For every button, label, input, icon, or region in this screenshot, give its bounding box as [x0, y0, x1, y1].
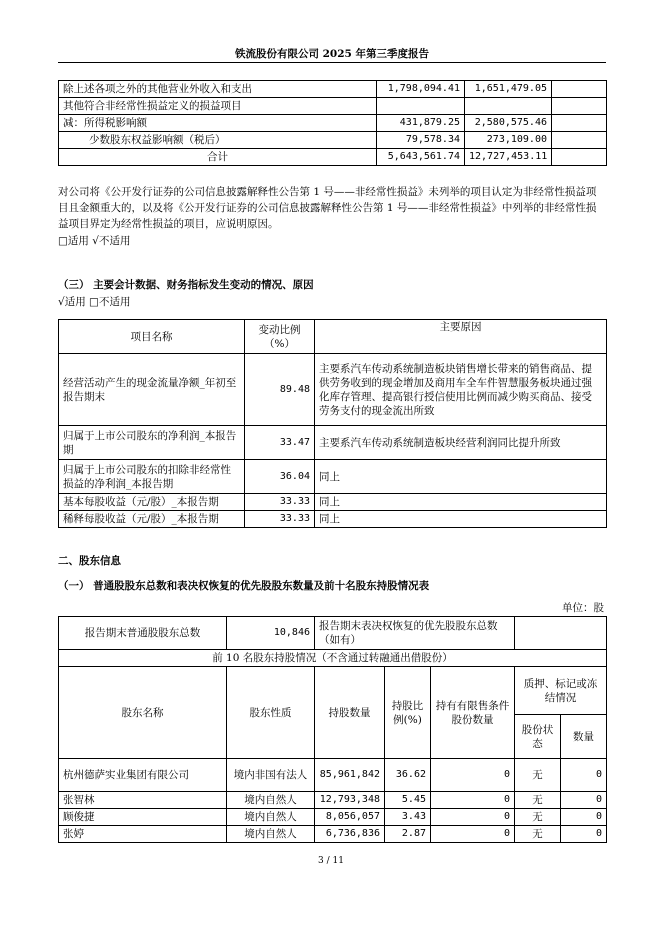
holder-share-status: 无 [515, 792, 561, 809]
table-row [59, 115, 607, 132]
table-row [59, 149, 607, 166]
row-label: 少数股东权益影响额（税后） [59, 132, 377, 149]
holder-quantity: 0 [561, 792, 607, 809]
current-period-value: 5,643,561.74 [377, 149, 465, 166]
holder-name: 杭州德萨实业集团有限公司 [59, 759, 227, 792]
ytd-value: 12,727,453.11 [465, 149, 552, 166]
holder-name: 张智林 [59, 792, 227, 809]
pref-shareholders-label: 报告期末表决权恢复的优先股股东总数（如有） [315, 617, 515, 650]
total-shareholders-label: 报告期末普通股股东总数 [59, 617, 227, 650]
note-cell [552, 98, 607, 115]
note-cell [552, 149, 607, 166]
pref-shareholders-value [515, 617, 607, 650]
holder-share-status: 无 [515, 809, 561, 826]
change-ratio: 33.33 [245, 494, 315, 511]
header-ratio: 持股比例(%) [385, 667, 431, 759]
table-row [59, 132, 607, 149]
table-row [59, 426, 607, 460]
row-label: 减：所得税影响额 [59, 115, 377, 132]
holder-quantity: 0 [561, 826, 607, 843]
unit-label: 单位：股 [562, 602, 604, 614]
section-two-title: 二、股东信息 [58, 555, 121, 567]
explanation-text: 对公司将《公开发行证券的公司信息披露解释性公告第 1 号——非经常性损益》未列举的项目认定为非经常性损益项目且金额重大的，以及将《公开发行证券的公司信息披露解释性公告第 1 号——非经常性损益》中列举的非经常性损益项目界定为经常性损益的项目，应说明原因。 [58, 186, 597, 230]
current-period-value [377, 98, 465, 115]
holder-shares: 12,793,348 [315, 792, 385, 809]
change-reason: 主要系汽车传动系统制造板块经营利润同比提升所致 [315, 426, 607, 460]
table-row [59, 792, 607, 809]
change-ratio: 36.04 [245, 460, 315, 494]
holder-restricted: 0 [431, 792, 515, 809]
ytd-value [465, 98, 552, 115]
holder-nature: 境内自然人 [227, 826, 315, 843]
ytd-value: 2,580,575.46 [465, 115, 552, 132]
table-row [59, 460, 607, 494]
holder-nature: 境内非国有法人 [227, 759, 315, 792]
holder-nature: 境内自然人 [227, 809, 315, 826]
table-row [59, 826, 607, 843]
shareholder-table [58, 616, 607, 843]
change-ratio: 33.33 [245, 511, 315, 528]
total-shareholders-value: 10,846 [227, 617, 315, 650]
holder-nature: 境内自然人 [227, 792, 315, 809]
section-two-subtitle: （一） 普通股股东总数和表决权恢复的优先股股东数量及前十名股东持股情况表 [58, 580, 430, 592]
change-ratio: 89.48 [245, 354, 315, 426]
current-period-value: 1,798,094.41 [377, 81, 465, 98]
holder-quantity: 0 [561, 809, 607, 826]
holder-name: 张婷 [59, 826, 227, 843]
holder-restricted: 0 [431, 826, 515, 843]
table-row [59, 759, 607, 792]
header-pledge: 质押、标记或冻结情况 [515, 667, 607, 715]
holder-ratio: 5.45 [385, 792, 431, 809]
table-row [59, 354, 607, 426]
section3-title: （三） 主要会计数据、财务指标发生变动的情况、原因 [58, 279, 314, 291]
item-name: 基本每股收益（元/股）_本报告期 [59, 494, 245, 511]
holder-shares: 6,736,836 [315, 826, 385, 843]
note-cell [552, 81, 607, 98]
header-restricted: 持有有限售条件股份数量 [431, 667, 515, 759]
change-reason: 主要系汽车传动系统制造板块销售增长带来的销售商品、提供劳务收到的现金增加及商用车全车件智慧服务板块通过强化库存管理、提高银行授信使用比例而减少购买商品、接受劳务支付的现金流出所致 [315, 354, 607, 426]
item-name: 归属于上市公司股东的扣除非经常性损益的净利润_本报告期 [59, 460, 245, 494]
change-reason: 同上 [315, 460, 607, 494]
holder-name: 顾俊捷 [59, 809, 227, 826]
header-rule [58, 62, 606, 63]
holder-share-status: 无 [515, 759, 561, 792]
ytd-value: 1,651,479.05 [465, 81, 552, 98]
change-table [58, 319, 607, 528]
header-holder-name: 股东名称 [59, 667, 227, 759]
holder-restricted: 0 [431, 809, 515, 826]
holder-restricted: 0 [431, 759, 515, 792]
row-label: 合计 [59, 149, 377, 166]
note-cell [552, 132, 607, 149]
page-header: 铁流股份有限公司 2025 年第三季度报告 [234, 48, 430, 60]
ytd-value: 273,109.00 [465, 132, 552, 149]
table-row [59, 494, 607, 511]
holder-shares: 8,056,057 [315, 809, 385, 826]
note-cell [552, 115, 607, 132]
change-ratio: 33.47 [245, 426, 315, 460]
item-name: 归属于上市公司股东的净利润_本报告期 [59, 426, 245, 460]
row-label: 除上述各项之外的其他营业外收入和支出 [59, 81, 377, 98]
change-reason: 同上 [315, 511, 607, 528]
header-item-name: 项目名称 [59, 320, 245, 354]
holder-ratio: 3.43 [385, 809, 431, 826]
current-period-value: 431,879.25 [377, 115, 465, 132]
top10-caption: 前 10 名股东持股情况（不含通过转融通出借股份） [59, 650, 607, 667]
current-period-value: 79,578.34 [377, 132, 465, 149]
header-share-status: 股份状态 [515, 715, 561, 759]
holder-quantity: 0 [561, 759, 607, 792]
header-change-ratio: 变动比例（%） [245, 320, 315, 354]
table-row [59, 98, 607, 115]
item-name: 稀释每股收益（元/股）_本报告期 [59, 511, 245, 528]
holder-share-status: 无 [515, 826, 561, 843]
holder-ratio: 36.62 [385, 759, 431, 792]
header-main-reason: 主要原因 [315, 320, 607, 354]
row-label: 其他符合非经常性损益定义的损益项目 [59, 98, 377, 115]
table-row [59, 81, 607, 98]
table-row [59, 809, 607, 826]
holder-shares: 85,961,842 [315, 759, 385, 792]
item-name: 经营活动产生的现金流量净额_年初至报告期末 [59, 354, 245, 426]
section3-check: √适用 □不适用 [58, 296, 131, 308]
page-number: 3 / 11 [318, 856, 344, 866]
nonrecurring-table [58, 80, 607, 166]
header-shares: 持股数量 [315, 667, 385, 759]
table-row [59, 511, 607, 528]
header-quantity: 数量 [561, 715, 607, 759]
explanation-check: □适用 √不适用 [58, 235, 131, 247]
header-holder-nature: 股东性质 [227, 667, 315, 759]
holder-ratio: 2.87 [385, 826, 431, 843]
change-reason: 同上 [315, 494, 607, 511]
